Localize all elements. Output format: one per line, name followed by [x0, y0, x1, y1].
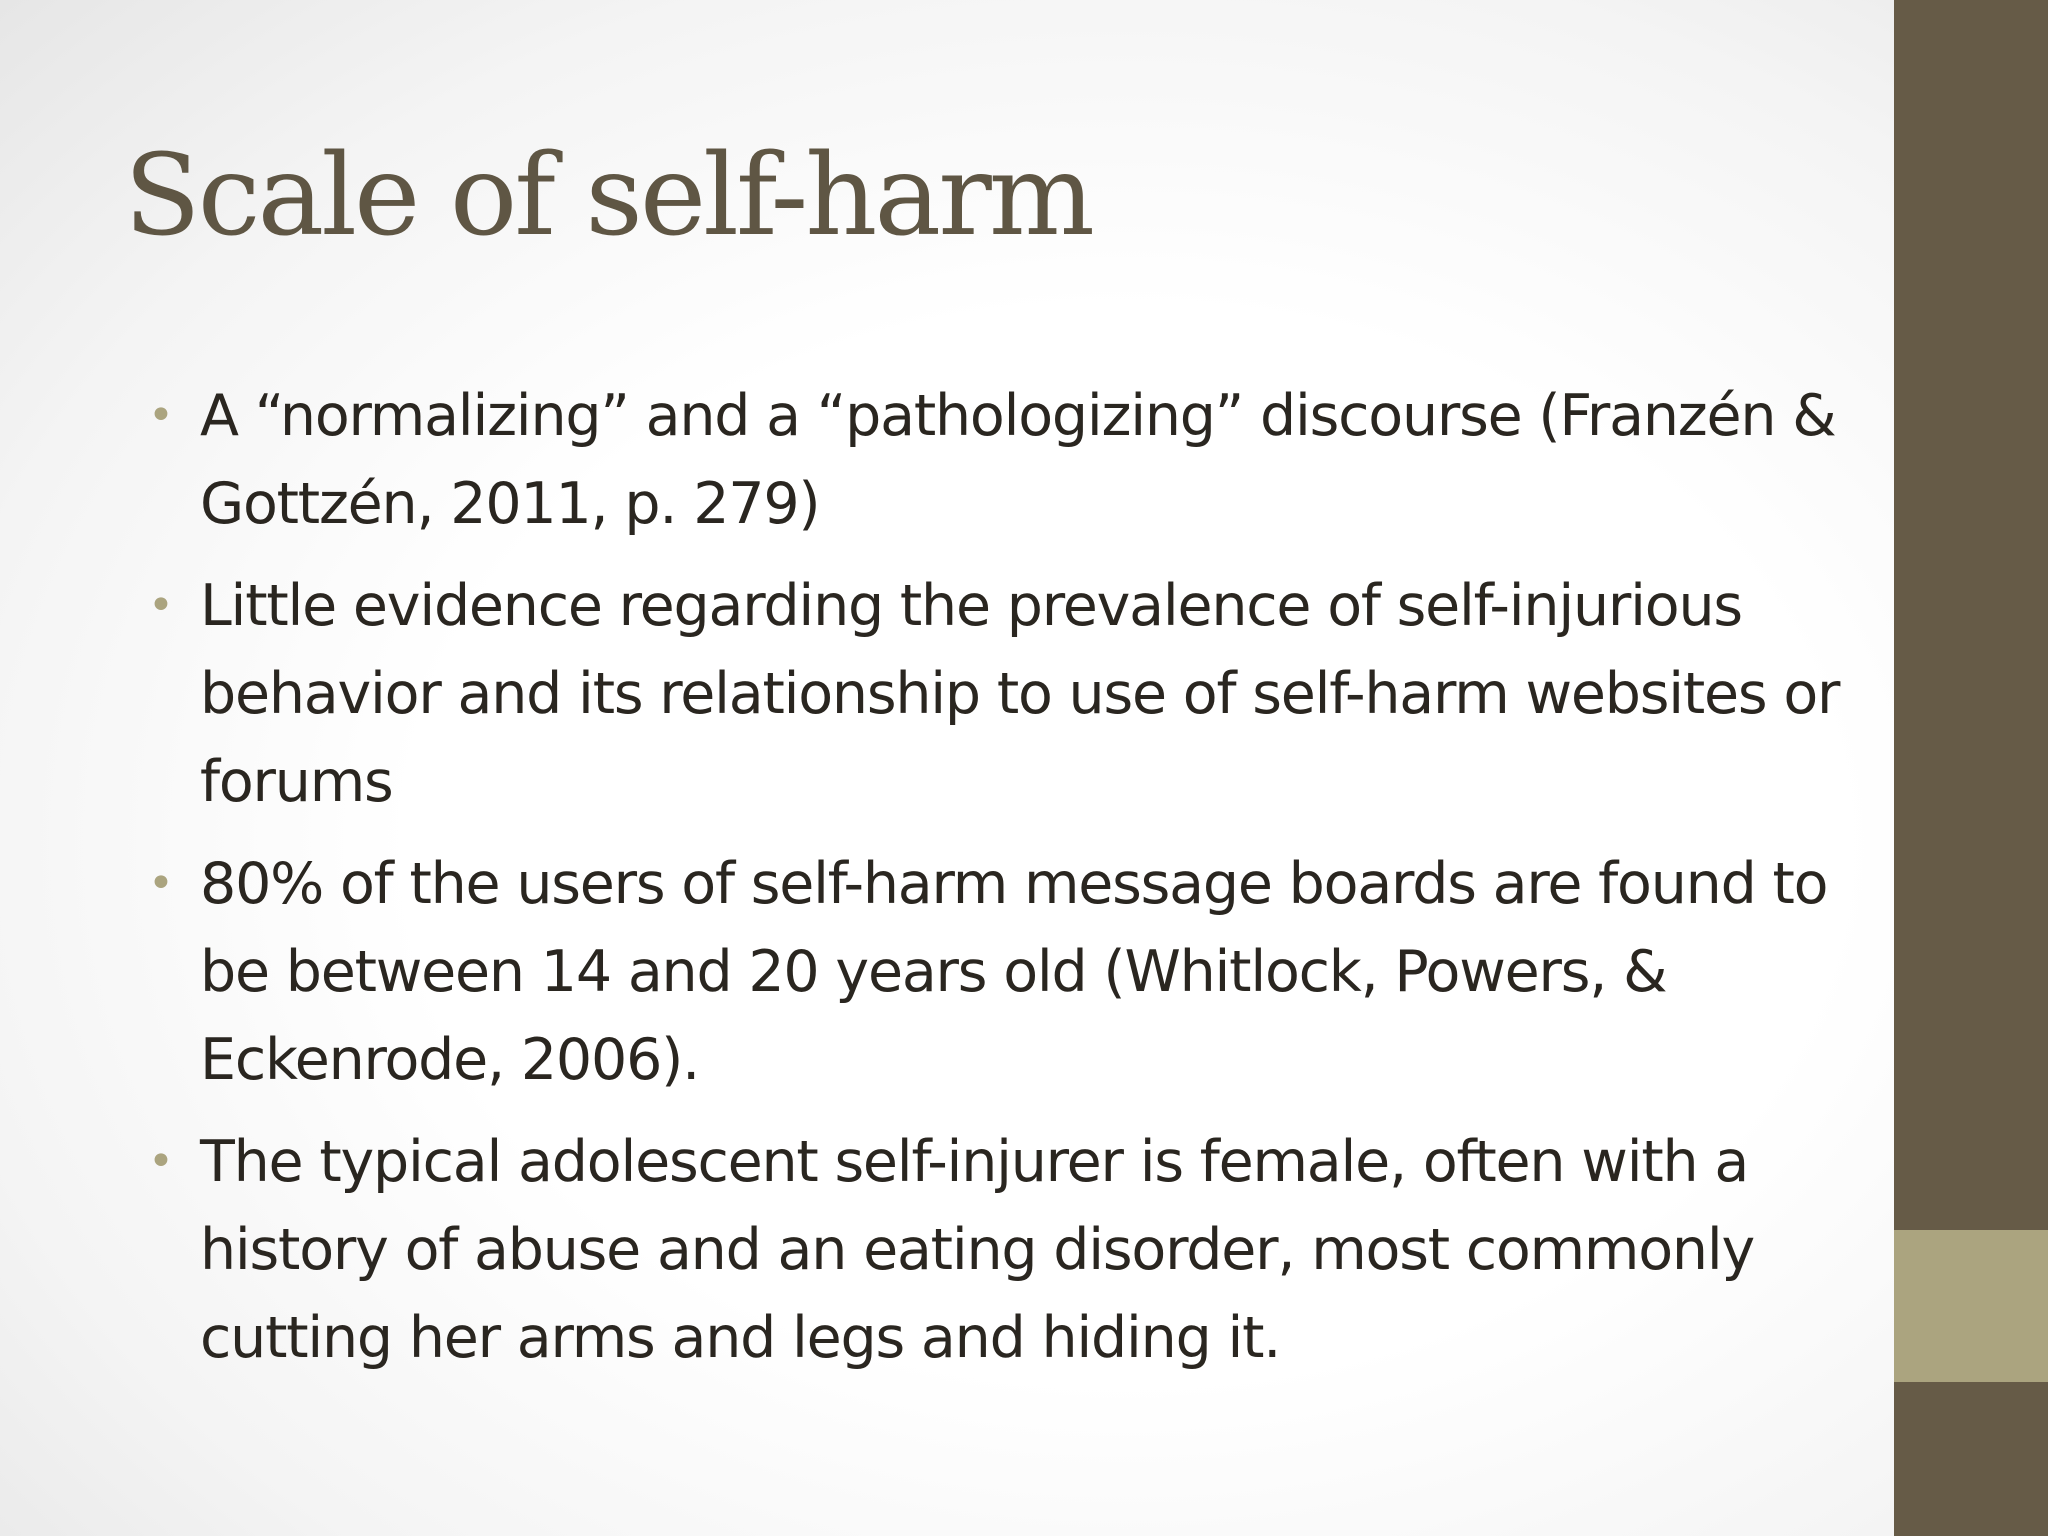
bullet-item — [148, 372, 1840, 548]
bullet-text: 80% of the users of self-harm message boards are found to be between 14 and 20 years old (Whitlock, Powers, & Eckenrode, 2006). — [200, 851, 1828, 1093]
bullet-item — [148, 562, 1840, 826]
slide-title: Scale of self-harm — [124, 131, 1092, 261]
bullet-list — [148, 372, 1840, 1396]
bullet-icon: • — [148, 858, 173, 909]
side-bar-accent — [1894, 1230, 2048, 1382]
bullet-item — [148, 840, 1840, 1104]
bullet-icon: • — [148, 390, 173, 441]
bullet-item — [148, 1118, 1840, 1382]
bullet-text: Little evidence regarding the prevalence of self-injurious behavior and its relationship to use of self-harm websites or forums — [200, 573, 1840, 815]
bullet-icon: • — [148, 1136, 173, 1187]
bullet-icon: • — [148, 580, 173, 631]
bullet-text: A “normalizing” and a “pathologizing” discourse (Franzén & Gottzén, 2011, p. 279) — [200, 383, 1836, 537]
bullet-text: The typical adolescent self-injurer is female, often with a history of abuse and an eating disorder, most commonly cutting her arms and legs and hiding it. — [200, 1129, 1755, 1371]
